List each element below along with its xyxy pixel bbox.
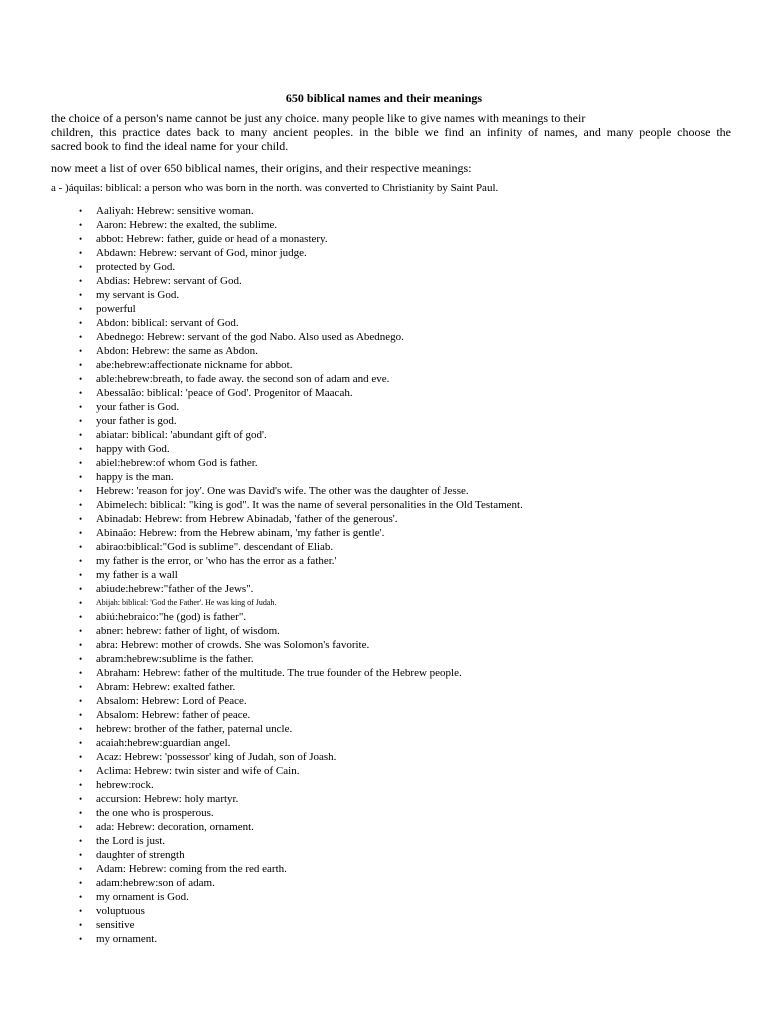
list-item-text: your father is god. xyxy=(96,415,177,427)
bullet-icon: • xyxy=(79,640,83,650)
list-item xyxy=(79,764,523,778)
bullet-icon: • xyxy=(79,220,83,230)
a-entry: a - )áquilas: biblical: a person who was born in the north. was converted to Christianity by Saint Paul. xyxy=(51,182,499,194)
list-item-text: daughter of strength xyxy=(96,849,185,861)
list-item xyxy=(79,708,523,722)
list-item-text: the one who is prosperous. xyxy=(96,807,214,819)
list-item-text: Abessalão: biblical: 'peace of God'. Progenitor of Maacah. xyxy=(96,387,353,399)
list-item-text: Aaron: Hebrew: the exalted, the sublime. xyxy=(96,219,278,231)
intro-line: sacred book to find the ideal name for your child. xyxy=(51,139,289,153)
list-item-text: voluptuous xyxy=(96,905,145,917)
list-item-text: abra: Hebrew: mother of crowds. She was Solomon's favorite. xyxy=(96,639,370,651)
list-item-text: your father is God. xyxy=(96,401,180,413)
bullet-icon: • xyxy=(79,892,83,902)
list-item-text: Abdias: Hebrew: servant of God. xyxy=(96,275,242,287)
list-item xyxy=(79,386,523,400)
list-item-text: happy is the man. xyxy=(96,471,174,483)
bullet-icon: • xyxy=(79,864,83,874)
bullet-icon: • xyxy=(79,318,83,328)
list-item-text: my father is the error, or 'who has the error as a father.' xyxy=(96,555,337,567)
bullet-icon: • xyxy=(79,710,83,720)
list-item xyxy=(79,680,523,694)
list-item xyxy=(79,512,523,526)
bullet-icon: • xyxy=(79,626,83,636)
bullet-icon: • xyxy=(79,262,83,272)
names-list xyxy=(79,204,523,946)
list-item xyxy=(79,540,523,554)
list-item xyxy=(79,582,523,596)
list-item-text: able:hebrew:breath, to fade away. the second son of adam and eve. xyxy=(96,373,390,385)
bullet-icon: • xyxy=(79,878,83,888)
list-item xyxy=(79,288,523,302)
list-item xyxy=(79,274,523,288)
list-item-text: Adam: Hebrew: coming from the red earth. xyxy=(96,863,287,875)
list-item xyxy=(79,904,523,918)
bullet-icon: • xyxy=(79,738,83,748)
list-item-text: hebrew: brother of the father, paternal uncle. xyxy=(96,723,293,735)
list-item xyxy=(79,358,523,372)
list-item xyxy=(79,722,523,736)
list-item xyxy=(79,750,523,764)
bullet-icon: • xyxy=(79,416,83,426)
bullet-icon: • xyxy=(79,752,83,762)
list-item xyxy=(79,610,523,624)
list-item-text: abe:hebrew:affectionate nickname for abbot. xyxy=(96,359,293,371)
list-item xyxy=(79,428,523,442)
list-item xyxy=(79,344,523,358)
bullet-icon: • xyxy=(79,906,83,916)
list-item xyxy=(79,470,523,484)
list-item xyxy=(79,792,523,806)
document-title: 650 biblical names and their meanings xyxy=(285,91,483,105)
list-item-text: Abdon: biblical: servant of God. xyxy=(96,317,239,329)
list-item xyxy=(79,568,523,582)
bullet-icon: • xyxy=(79,934,83,944)
list-item xyxy=(79,806,523,820)
list-item xyxy=(79,848,523,862)
list-item xyxy=(79,330,523,344)
list-item-text: Abdawn: Hebrew: servant of God, minor judge. xyxy=(96,247,307,259)
list-item xyxy=(79,876,523,890)
bullet-icon: • xyxy=(79,668,83,678)
list-item xyxy=(79,218,523,232)
list-item xyxy=(79,246,523,260)
bullet-icon: • xyxy=(79,276,83,286)
list-item-text: Abednego: Hebrew: servant of the god Nabo. Also used as Abednego. xyxy=(96,331,404,343)
bullet-icon: • xyxy=(79,332,83,342)
bullet-icon: • xyxy=(79,920,83,930)
bullet-icon: • xyxy=(79,458,83,468)
list-item-text: Hebrew: 'reason for joy'. One was David's wife. The other was the daughter of Jesse. xyxy=(96,485,469,497)
list-item-text: my ornament. xyxy=(96,933,158,945)
list-item-text: abiude:hebrew:"father of the Jews". xyxy=(96,583,254,595)
bullet-icon: • xyxy=(79,486,83,496)
bullet-icon: • xyxy=(79,682,83,692)
list-item-text: Aaliyah: Hebrew: sensitive woman. xyxy=(96,205,254,217)
bullet-icon: • xyxy=(79,654,83,664)
bullet-icon: • xyxy=(79,724,83,734)
list-item-text: my ornament is God. xyxy=(96,891,189,903)
list-item-text: Abram: Hebrew: exalted father. xyxy=(96,681,236,693)
list-item-text: abram:hebrew:sublime is the father. xyxy=(96,653,254,665)
bullet-icon: • xyxy=(79,514,83,524)
bullet-icon: • xyxy=(79,780,83,790)
bullet-icon: • xyxy=(79,234,83,244)
list-item xyxy=(79,372,523,386)
list-item-text: Abinaão: Hebrew: from the Hebrew abinam, 'my father is gentle'. xyxy=(96,527,385,539)
intro-paragraph xyxy=(51,111,731,153)
list-item xyxy=(79,666,523,680)
bullet-icon: • xyxy=(79,248,83,258)
list-item-text: abiatar: biblical: 'abundant gift of god'. xyxy=(96,429,267,441)
bullet-icon: • xyxy=(79,304,83,314)
bullet-icon: • xyxy=(79,766,83,776)
list-item xyxy=(79,694,523,708)
list-item xyxy=(79,526,523,540)
list-item xyxy=(79,596,523,610)
bullet-icon: • xyxy=(79,822,83,832)
list-item-text: protected by God. xyxy=(96,261,176,273)
list-item xyxy=(79,484,523,498)
bullet-icon: • xyxy=(79,808,83,818)
bullet-icon: • xyxy=(79,430,83,440)
list-item xyxy=(79,260,523,274)
list-item xyxy=(79,414,523,428)
list-item xyxy=(79,456,523,470)
list-item-text: acaiah:hebrew:guardian angel. xyxy=(96,737,231,749)
list-item-text: abirao:biblical:"God is sublime". descendant of Eliab. xyxy=(96,541,334,553)
list-item xyxy=(79,890,523,904)
list-item xyxy=(79,652,523,666)
intro-line: children, this practice dates back to many ancient peoples. in the bible we find an infinity of names, and many people choose the xyxy=(51,125,731,139)
list-item-text: abner: hebrew: father of light, of wisdom. xyxy=(96,625,280,637)
list-item-text: happy with God. xyxy=(96,443,170,455)
list-item xyxy=(79,232,523,246)
list-item-text: my father is a wall xyxy=(96,569,178,581)
bullet-icon: • xyxy=(79,444,83,454)
bullet-icon: • xyxy=(79,388,83,398)
bullet-icon: • xyxy=(79,206,83,216)
bullet-icon: • xyxy=(79,612,83,622)
list-item xyxy=(79,442,523,456)
list-item-text: abbot: Hebrew: father, guide or head of a monastery. xyxy=(96,233,328,245)
list-item-text: Abimelech: biblical: "king is god". It was the name of several personalities in the Old Testament. xyxy=(96,499,523,511)
bullet-icon: • xyxy=(79,794,83,804)
list-item-text: adam:hebrew:son of adam. xyxy=(96,877,215,889)
list-item-text: Acaz: Hebrew: 'possessor' king of Judah, son of Joash. xyxy=(96,751,337,763)
list-item-text: abiú:hebraico:"he (god) is father". xyxy=(96,611,247,623)
list-item xyxy=(79,204,523,218)
bullet-icon: • xyxy=(79,402,83,412)
bullet-icon: • xyxy=(79,346,83,356)
list-item xyxy=(79,316,523,330)
list-item xyxy=(79,624,523,638)
list-item-text: Absalom: Hebrew: father of peace. xyxy=(96,709,251,721)
list-item-text: my servant is God. xyxy=(96,289,180,301)
bullet-icon: • xyxy=(79,584,83,594)
list-item xyxy=(79,498,523,512)
list-item xyxy=(79,834,523,848)
list-item-text: sensitive xyxy=(96,919,135,931)
bullet-icon: • xyxy=(79,360,83,370)
bullet-icon: • xyxy=(79,472,83,482)
list-item xyxy=(79,400,523,414)
list-item xyxy=(79,778,523,792)
list-item-text: Abdon: Hebrew: the same as Abdon. xyxy=(96,345,258,357)
list-intro: now meet a list of over 650 biblical names, their origins, and their respective meanings: xyxy=(51,161,472,175)
list-item xyxy=(79,918,523,932)
bullet-icon: • xyxy=(79,374,83,384)
bullet-icon: • xyxy=(79,570,83,580)
list-item-text: Abinadab: Hebrew: from Hebrew Abinadab, 'father of the generous'. xyxy=(96,513,398,525)
bullet-icon: • xyxy=(79,850,83,860)
bullet-icon: • xyxy=(79,598,83,608)
list-item xyxy=(79,638,523,652)
list-item-text: Aclima: Hebrew: twin sister and wife of Cain. xyxy=(96,765,300,777)
bullet-icon: • xyxy=(79,836,83,846)
list-item-text: Abraham: Hebrew: father of the multitude. The true founder of the Hebrew people. xyxy=(96,667,462,679)
bullet-icon: • xyxy=(79,528,83,538)
list-item xyxy=(79,820,523,834)
list-item xyxy=(79,554,523,568)
list-item xyxy=(79,862,523,876)
list-item-text: hebrew:rock. xyxy=(96,779,154,791)
bullet-icon: • xyxy=(79,696,83,706)
list-item-text: powerful xyxy=(96,303,136,315)
list-item xyxy=(79,302,523,316)
list-item-text: the Lord is just. xyxy=(96,835,166,847)
list-item xyxy=(79,736,523,750)
list-item-text: accursion: Hebrew: holy martyr. xyxy=(96,793,239,805)
bullet-icon: • xyxy=(79,500,83,510)
bullet-icon: • xyxy=(79,556,83,566)
list-item-text: Absalom: Hebrew: Lord of Peace. xyxy=(96,695,247,707)
list-item-text: abiel:hebrew:of whom God is father. xyxy=(96,457,258,469)
list-item xyxy=(79,932,523,946)
intro-line: the choice of a person's name cannot be just any choice. many people like to give names with meanings to their xyxy=(51,111,586,125)
bullet-icon: • xyxy=(79,290,83,300)
list-item-text: Abijah: biblical: 'God the Father'. He was king of Judah. xyxy=(96,598,277,607)
list-item-text: ada: Hebrew: decoration, ornament. xyxy=(96,821,254,833)
bullet-icon: • xyxy=(79,542,83,552)
